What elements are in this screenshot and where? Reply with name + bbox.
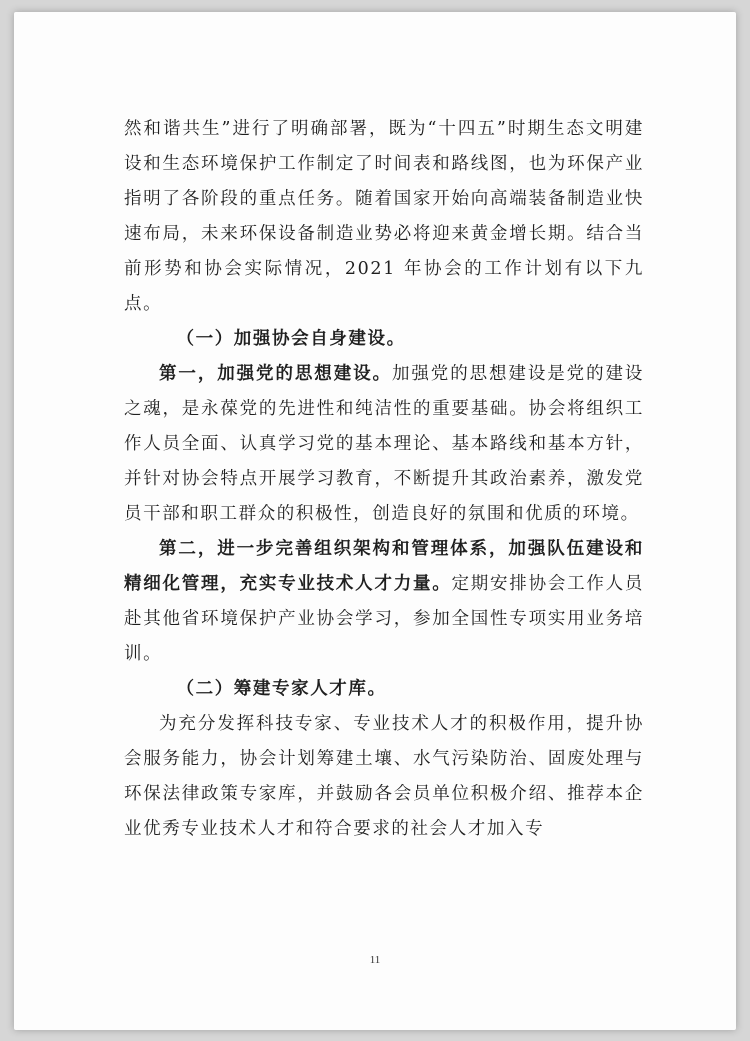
document-page bbox=[14, 12, 736, 1030]
paragraph-organization bbox=[124, 532, 644, 672]
section-heading-1: （一）加强协会自身建设。 bbox=[176, 329, 406, 349]
paragraph-text: 定期安排协会工作人员赴其他省环境保护产业协会学习，参加全国性专项实用业务培训。 bbox=[124, 574, 645, 664]
paragraph-party-building bbox=[124, 357, 644, 532]
page-number: 11 bbox=[369, 954, 381, 966]
paragraph-lead-bold: 第一，加强党的思想建设。 bbox=[159, 364, 392, 384]
paragraph-intro: 然和谐共生”进行了明确部署，既为“十四五”时期生态文明建设和生态环境保护工作制定了时间表和路线图，也为环保产业指明了各阶段的重点任务。随着国家开始向高端装备制造业快速布局，未来环保设备制造业势必将迎来黄金增长期。结合当前形势和协会实际情况，2021 年协会的工作计划有以下九点。 bbox=[124, 119, 644, 314]
paragraph-lead-bold: 第二，进一步完善组织架构和管理体系，加强队伍建设和精细化管理，充实专业技术人才力量。 bbox=[124, 539, 644, 594]
paragraph-text: 加强党的思想建设是党的建设之魂，是永葆党的先进性和纯洁性的重要基础。协会将组织工作人员全面、认真学习党的基本理论、基本路线和基本方针，并针对协会特点开展学习教育，不断提升其政治素养，激发党员干部和职工群众的积极性，创造良好的氛围和优质的环境。 bbox=[124, 364, 644, 524]
section-heading-2: （二）筹建专家人才库。 bbox=[176, 679, 387, 699]
document-body bbox=[124, 112, 644, 847]
paragraph-expert-pool: 为充分发挥科技专家、专业技术人才的积极作用，提升协会服务能力，协会计划筹建土壤、水气污染防治、固废处理与环保法律政策专家库，并鼓励各会员单位积极介绍、推荐本企业优秀专业技术人才和符合要求的社会人才加入专 bbox=[124, 714, 644, 839]
